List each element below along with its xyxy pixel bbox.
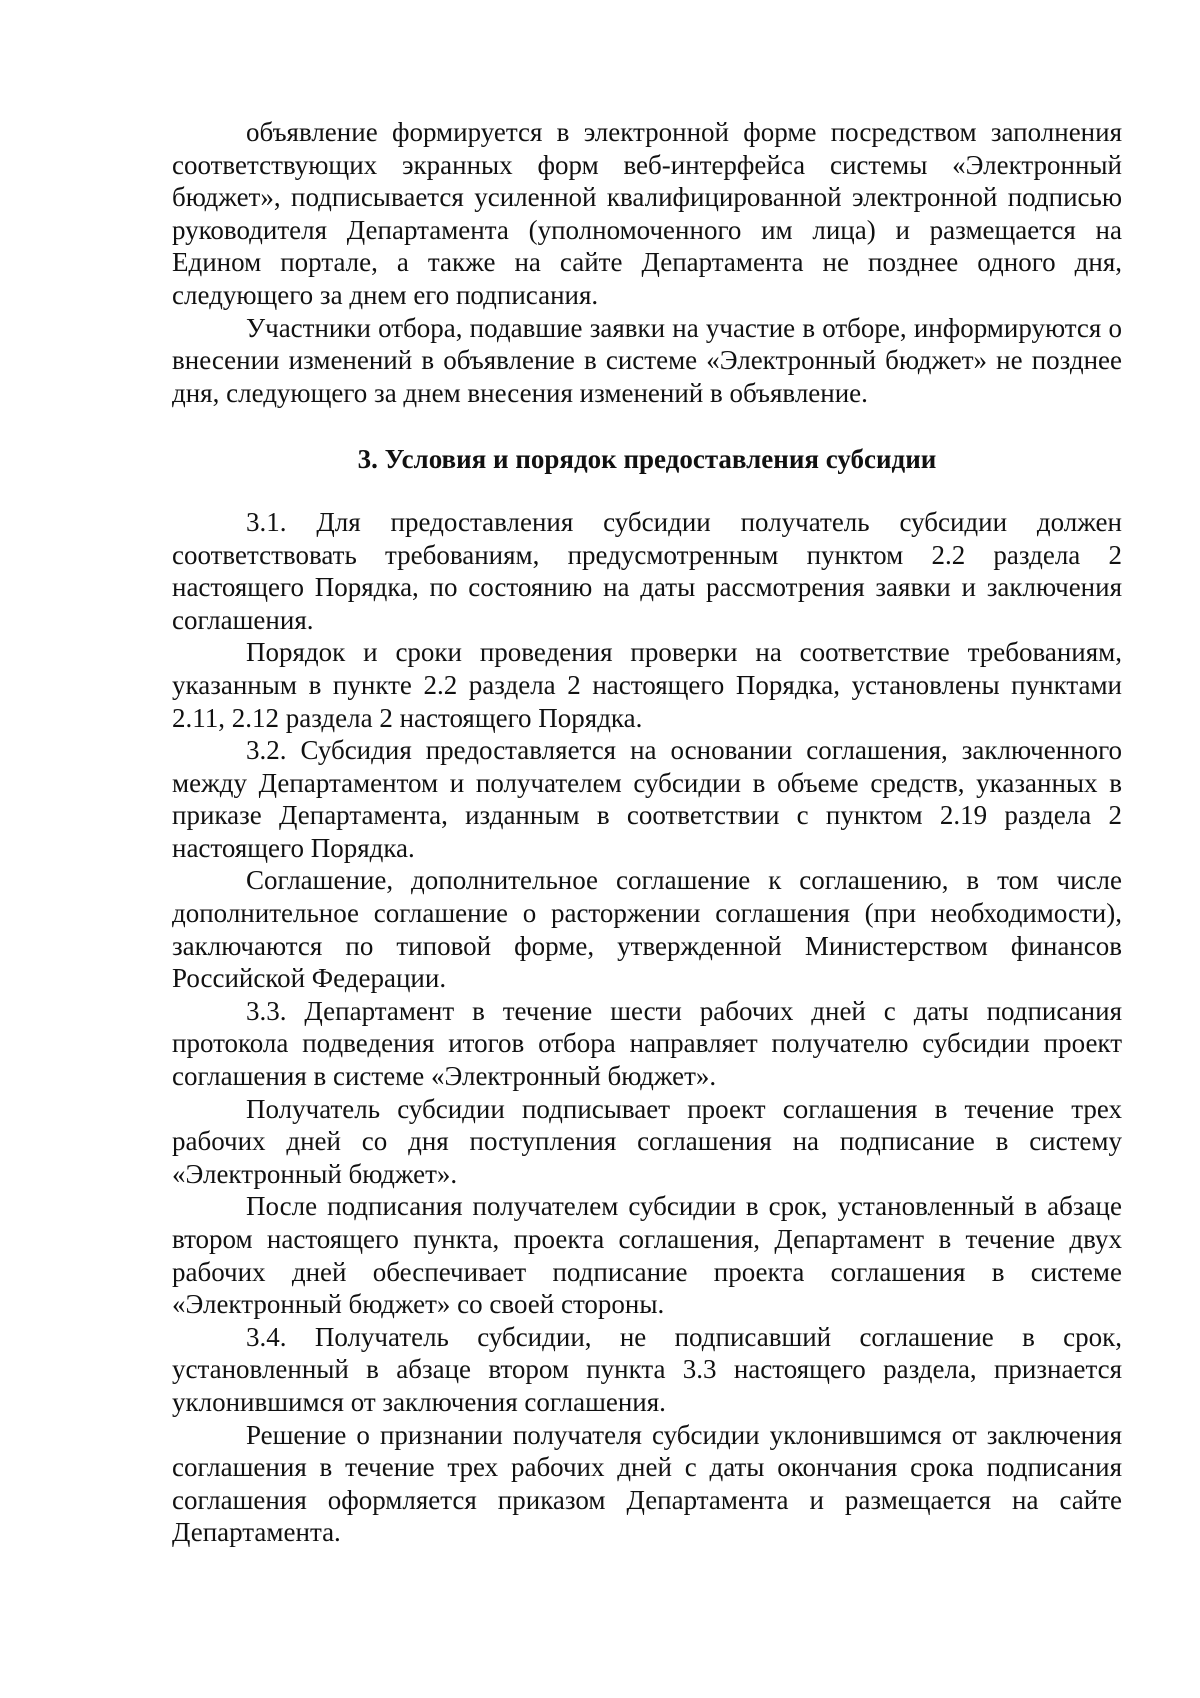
paragraph-3-1: 3.1. Для предоставления субсидии получатель субсидии должен соответствовать требованиям, предусмотренным пунктом 2.2 раздела 2 настоящего Порядка, по состоянию на даты рассмотрения заявки и заключения соглашения. — [172, 506, 1122, 635]
paragraph-3-4: 3.4. Получатель субсидии, не подписавший соглашение в срок, установленный в абзаце втором пункта 3.3 настоящего раздела, признается уклонившимся от заключения соглашения. — [172, 1321, 1122, 1417]
paragraph-department-signs: После подписания получателем субсидии в срок, установленный в абзаце втором настоящего пункта, проекта соглашения, Департамент в течение двух рабочих дней обеспечивает подписание проекта соглашения в системе «Электронный бюджет» со своей стороны. — [172, 1191, 1122, 1320]
paragraph-verification-order: Порядок и сроки проведения проверки на соответствие требованиям, указанным в пункте 2.2 раздела 2 настоящего Порядка, установлены пунктами 2.11, 2.12 раздела 2 настоящего Порядка. — [172, 637, 1122, 733]
paragraph-evasion-decision: Решение о признании получателя субсидии уклонившимся от заключения соглашения в течение трех рабочих дней с даты окончания срока подписания соглашения оформляется приказом Департамента и размещается на сайте Департамента. — [172, 1419, 1122, 1548]
paragraph-3-3: 3.3. Департамент в течение шести рабочих дней с даты подписания протокола подведения итогов отбора направляет получателю субсидии проект соглашения в системе «Электронный бюджет». — [172, 995, 1122, 1092]
document-body — [172, 116, 1122, 1549]
paragraph-agreement-form: Соглашение, дополнительное соглашение к соглашению, в том числе дополнительное соглашение о расторжении соглашения (при необходимости), заключаются по типовой форме, утвержденной Министерством финансов Российской Федерации. — [172, 865, 1122, 994]
paragraph-announcement-form: объявление формируется в электронной форме посредством заполнения соответствующих экранных форм веб-интерфейса системы «Электронный бюджет», подписывается усиленной квалифицированной электронной подписью руководителя Департамента (уполномоченного им лица) и размещается на Едином портале, а также на сайте Департамента не позднее одного дня, следующего за днем его подписания. — [172, 117, 1122, 310]
section-heading: 3. Условия и порядок предоставления субсидии — [357, 444, 937, 475]
paragraph-3-2: 3.2. Субсидия предоставляется на основании соглашения, заключенного между Департаментом и получателем субсидии в объеме средств, указанных в приказе Департамента, изданным в соответствии с пунктом 2.19 раздела 2 настоящего Порядка. — [172, 735, 1122, 863]
paragraph-recipient-signs: Получатель субсидии подписывает проект соглашения в течение трех рабочих дней со дня поступления соглашения на подписание в систему «Электронный бюджет». — [172, 1093, 1122, 1189]
paragraph-participants-informed: Участники отбора, подавшие заявки на участие в отборе, информируются о внесении изменений в объявление в системе «Электронный бюджет» не позднее дня, следующего за днем внесения изменений в объявление. — [172, 312, 1122, 408]
